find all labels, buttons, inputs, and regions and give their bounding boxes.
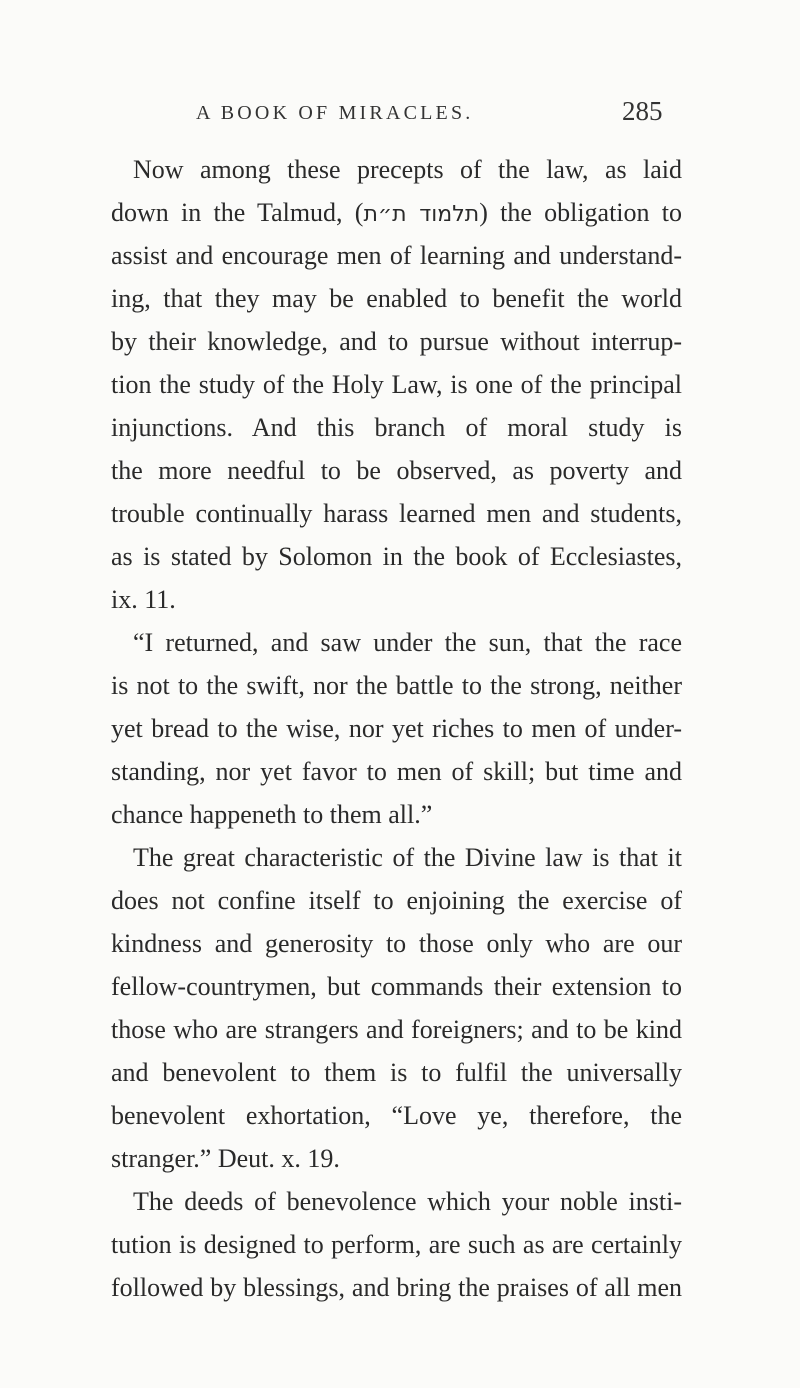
- text-line: tion the study of the Holy Law, is one of the principal: [111, 370, 682, 399]
- hebrew-term: תלמוד ת״ת: [363, 202, 480, 227]
- text-line: yet bread to the wise, nor yet riches to men of under-: [111, 714, 682, 743]
- text-line: [111, 191, 682, 234]
- text-line: followed by blessings, and bring the praises of all men: [111, 1273, 682, 1302]
- text-line: benevolent exhortation, “Love ye, therefore, the: [111, 1101, 682, 1130]
- text-line: “I returned, and saw under the sun, that the race: [133, 628, 682, 657]
- text-line: fellow-countrymen, but commands their extension to: [111, 972, 682, 1001]
- text-line: those who are strangers and foreigners; and to be kind: [111, 1015, 682, 1044]
- text-line: injunctions. And this branch of moral study is: [111, 413, 682, 442]
- text-segment: ) the obligation to: [479, 198, 682, 227]
- text-line: by their knowledge, and to pursue without interrup-: [111, 327, 682, 356]
- text-line: tution is designed to perform, are such as are certainly: [111, 1230, 682, 1259]
- text-line: Now among these precepts of the law, as laid: [133, 155, 682, 184]
- text-line: kindness and generosity to those only who are our: [111, 929, 682, 958]
- text-line: stranger.” Deut. x. 19.: [111, 1144, 340, 1173]
- running-title: A BOOK OF MIRACLES.: [196, 102, 474, 124]
- text-line: and benevolent to them is to fulfil the universally: [111, 1058, 682, 1087]
- page-number: 285: [622, 96, 663, 126]
- text-line: is not to the swift, nor the battle to the strong, neither: [111, 671, 682, 700]
- text-line: the more needful to be observed, as poverty and: [111, 456, 682, 485]
- text-line: standing, nor yet favor to men of skill; but time and: [111, 757, 682, 786]
- text-line: does not confine itself to enjoining the exercise of: [111, 886, 682, 915]
- text-line: assist and encourage men of learning and understand-: [111, 241, 682, 270]
- text-line: as is stated by Solomon in the book of Ecclesiastes,: [111, 542, 682, 571]
- text-segment: down in the Talmud, (: [111, 198, 364, 227]
- text-line: trouble continually harass learned men and students,: [111, 499, 682, 528]
- text-line: The deeds of benevolence which your noble insti-: [133, 1187, 682, 1216]
- text-line: chance happeneth to them all.”: [111, 800, 433, 829]
- text-line: The great characteristic of the Divine law is that it: [133, 843, 682, 872]
- text-line: ix. 11.: [111, 585, 176, 614]
- text-line: ing, that they may be enabled to benefit the world: [111, 284, 682, 313]
- body-text: [111, 148, 682, 1309]
